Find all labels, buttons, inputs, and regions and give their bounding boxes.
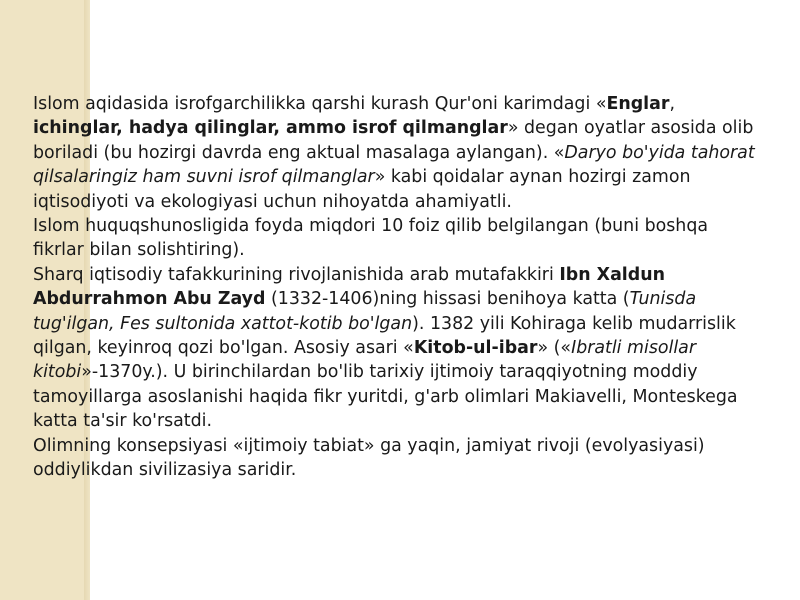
italic-run: Tunisda tug'ilgan, Fes sultonida xattot-kotib bo'lgan bbox=[33, 289, 697, 334]
bold-run: ichinglar, hadya qilinglar, ammo isrof qilmanglar bbox=[33, 118, 508, 139]
text-run: (1332-1406)ning hissasi benihoya katta ( bbox=[265, 289, 630, 310]
italic-run: Ibratli misollar kitobi bbox=[33, 338, 696, 383]
paragraph-2: Islom huquqshunosligida foyda miqdori 10 foiz qilib belgilangan (buni boshqa fikrlar bilan solishtiring). bbox=[33, 216, 709, 261]
paragraph-4: Olimning konsepsiyasi «ijtimoiy tabiat» ga yaqin, jamiyat rivoji (evolyasiyasi) oddiylikdan sivilizasiya saridir. bbox=[33, 435, 705, 481]
text-run: » degan oyatlar asosida olib boriladi (bu hozirgi davrda eng aktual masalaga aylangan). « bbox=[33, 118, 754, 163]
text-run: Islom aqidasida isrofgarchilikka qarshi kurash Qur'oni karimdagi « bbox=[33, 94, 607, 114]
bold-run: Englar bbox=[606, 94, 670, 114]
bold-run: Ibn Xaldun Abdurrahmon Abu Zayd bbox=[33, 264, 665, 310]
paragraph-1 bbox=[33, 92, 763, 214]
text-run: » kabi qoidalar aynan hozirgi zamon iqtisodiyoti va ekologiyasi uchun nihoyatda ahamiyatli. bbox=[33, 167, 691, 212]
text-run: »-1370y.). U birinchilardan bo'lib tarixiy ijtimoiy taraqqiyotning moddiy tamoyillarga asoslanishi haqida fikr yuritdi, g'arb olimlari Makiavelli, Monteskega katta ta'sir ko'rsatdi. bbox=[33, 362, 738, 432]
slide-text-block bbox=[33, 92, 763, 483]
text-run: ). 1382 yili Kohiraga kelib mudarrislik qilgan, keyinroq qozi bo'lgan. Asosiy asari « bbox=[33, 313, 736, 359]
paragraph-3 bbox=[33, 263, 763, 434]
bold-run: Kitob-ul-ibar bbox=[413, 338, 538, 359]
text-run: » (« bbox=[537, 338, 572, 359]
text-run: Sharq iqtisodiy tafakkurining rivojlanishida arab mutafakkiri bbox=[33, 264, 560, 285]
italic-run: Daryo bo'yida tahorat qilsalaringiz ham suvni isrof qilmanglar bbox=[33, 142, 755, 188]
text-run: , bbox=[669, 94, 675, 114]
